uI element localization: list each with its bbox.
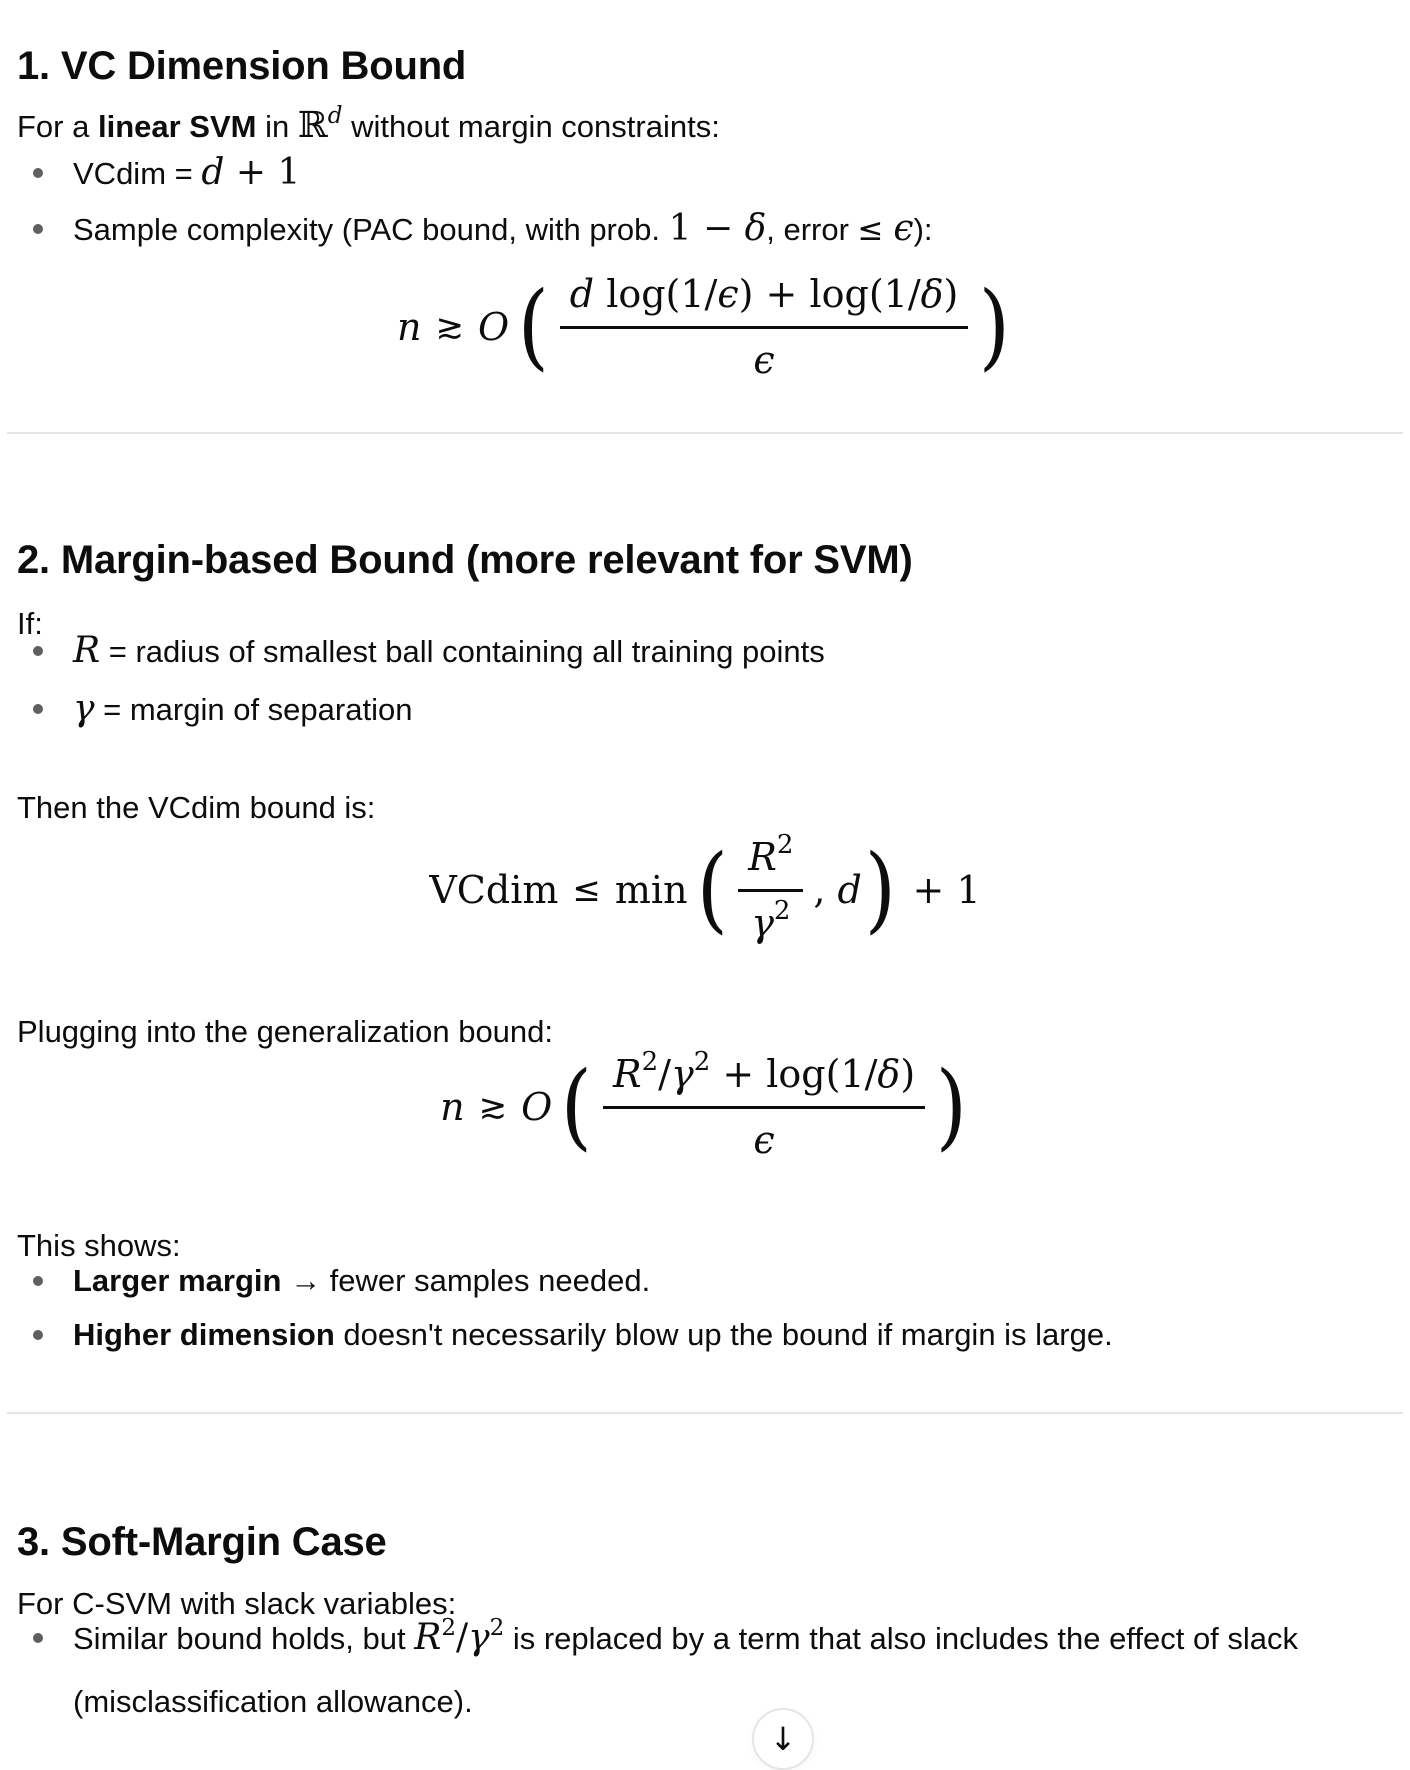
math-n: n (396, 305, 422, 349)
math-delta: δ (877, 1052, 901, 1096)
scroll-to-bottom-button[interactable] (752, 1708, 814, 1770)
display-formula-vcdim-bound (0, 830, 1410, 945)
list-item (17, 628, 1398, 675)
math-text: ) + log(1/ (738, 272, 921, 316)
math-text: log(1/ (594, 272, 718, 316)
list-item-text (73, 1317, 1113, 1352)
inline-math-delta: δ (744, 208, 767, 249)
bullet-marker-icon (33, 168, 43, 178)
fraction-denominator (753, 329, 774, 382)
math-vcdim: VCdim (429, 868, 559, 912)
math-gamma: γ (670, 1052, 694, 1096)
li-text: is replaced by a term that also includes the effect of slack (misclassification allowance). (73, 1621, 1299, 1719)
then-text: Then the VCdim bound is: (17, 790, 376, 825)
bullet-marker-icon (33, 1276, 43, 1286)
section-1-heading: 1. VC Dimension Bound (17, 44, 467, 88)
fraction (603, 1047, 925, 1162)
math-slash: / (455, 1617, 469, 1658)
li-text: Similar bound holds, but (73, 1621, 415, 1656)
li-text: = margin of separation (94, 692, 413, 727)
math-text: ) (900, 1052, 916, 1096)
section-divider (7, 432, 1403, 434)
math-plus-one: + 1 (912, 868, 981, 912)
section-1-intro (17, 103, 1393, 153)
list-item-text (73, 208, 933, 249)
li-text: → fewer samples needed. (281, 1263, 651, 1298)
list-item-text (73, 688, 413, 729)
math-R: R (613, 1052, 642, 1096)
bullet-marker-icon (33, 704, 43, 714)
li-text: ): (913, 212, 933, 247)
list-item-text (73, 630, 825, 671)
leq-symbol: ≤ (857, 212, 894, 248)
math-epsilon: ϵ (753, 1118, 775, 1162)
shows-text: This shows: (17, 1228, 181, 1263)
inline-math-R: R (73, 630, 101, 671)
math-superscript: 2 (693, 1047, 711, 1077)
math-n: n (440, 1085, 465, 1129)
gtrsim-symbol: ≳ (478, 1087, 508, 1127)
gtrsim-symbol: ≳ (435, 307, 464, 347)
inline-math-gamma: γ (468, 1617, 490, 1658)
paren-open: ( (696, 835, 728, 944)
list-item (17, 686, 1398, 733)
list-item (17, 1258, 1398, 1304)
li-text: Sample complexity (PAC bound, with prob. (73, 212, 669, 247)
list-item (17, 206, 1398, 253)
display-formula-sample-complexity (0, 268, 1410, 386)
reals-symbol: ℝ (297, 105, 328, 146)
math-epsilon: ϵ (717, 272, 739, 316)
bullet-marker-icon (33, 224, 43, 234)
inline-math: + 1 (224, 152, 301, 193)
inline-math-gamma: γ (73, 688, 95, 729)
math-superscript: 2 (489, 1615, 505, 1641)
plug-text: Plugging into the generalization bound: (17, 1014, 554, 1049)
math-superscript: 2 (773, 896, 791, 926)
bullet-marker-icon (33, 646, 43, 656)
math-superscript: 2 (776, 830, 794, 860)
inline-math-epsilon: ϵ (893, 208, 914, 249)
list-item-text (73, 1263, 650, 1298)
math-text: ) (943, 272, 959, 316)
inline-math-R: R (414, 1617, 442, 1658)
down-arrow-icon: ↓ (769, 1720, 797, 1758)
fraction (738, 830, 803, 945)
math-epsilon: ϵ (753, 338, 775, 382)
fraction (560, 272, 969, 382)
list-item-text (73, 1615, 1299, 1719)
paren-open: ( (561, 1052, 593, 1161)
li-text: VCdim = (73, 156, 202, 191)
math-d: d (569, 272, 595, 316)
paren-close: ) (935, 1052, 968, 1161)
inline-math: 1 − (668, 208, 745, 249)
paren-close: ) (979, 272, 1011, 381)
li-text: , error (766, 212, 858, 247)
math-R: R (748, 835, 777, 879)
math-d: d (837, 868, 862, 912)
bullet-marker-icon (33, 1633, 43, 1643)
li-text: = radius of smallest ball containing all training points (100, 634, 825, 669)
math-big-o: O (521, 1085, 553, 1129)
li-bold-text: Higher dimension (73, 1317, 335, 1352)
fraction-numerator (603, 1047, 925, 1109)
math-superscript: 2 (441, 1615, 456, 1641)
fraction-numerator (738, 830, 803, 892)
fraction-numerator (560, 272, 969, 329)
intro-text: without margin constraints: (342, 109, 720, 144)
section-3-intro: For C-SVM with slack variables: (17, 1586, 457, 1621)
section-2-heading: 2. Margin-based Bound (more relevant for SVM) (17, 538, 913, 582)
li-text: doesn't necessarily blow up the bound if margin is large. (334, 1317, 1113, 1352)
bullet-marker-icon (33, 1330, 43, 1340)
math-delta: δ (920, 272, 944, 316)
math-comma: , (813, 868, 826, 912)
min-second-arg (813, 868, 861, 912)
reals-exponent: d (327, 103, 343, 129)
intro-text: in (256, 109, 298, 144)
list-item (17, 150, 1398, 197)
math-text: + log(1/ (710, 1052, 878, 1096)
li-bold-text: Larger margin (73, 1263, 282, 1298)
list-item (17, 1312, 1398, 1358)
list-item (17, 1608, 1398, 1732)
display-formula-generalization-bound (0, 1047, 1410, 1164)
math-slash: / (658, 1052, 671, 1096)
section-divider (7, 1412, 1403, 1414)
intro-text: For a (17, 109, 98, 144)
intro-bold-text: linear SVM (97, 109, 257, 144)
list-item-text (73, 152, 301, 193)
paren-close: ) (864, 835, 896, 944)
fraction-denominator (753, 1109, 774, 1162)
math-superscript: 2 (641, 1047, 659, 1077)
if-label: If: (17, 606, 43, 641)
math-gamma: γ (751, 901, 774, 945)
paren-open: ( (517, 272, 550, 381)
math-min: min (614, 868, 688, 912)
fraction-denominator (751, 892, 790, 945)
math-big-o: O (477, 305, 510, 349)
section-3-heading: 3. Soft-Margin Case (17, 1520, 387, 1564)
inline-math-d: d (201, 152, 225, 193)
leq-symbol: ≤ (572, 870, 601, 910)
